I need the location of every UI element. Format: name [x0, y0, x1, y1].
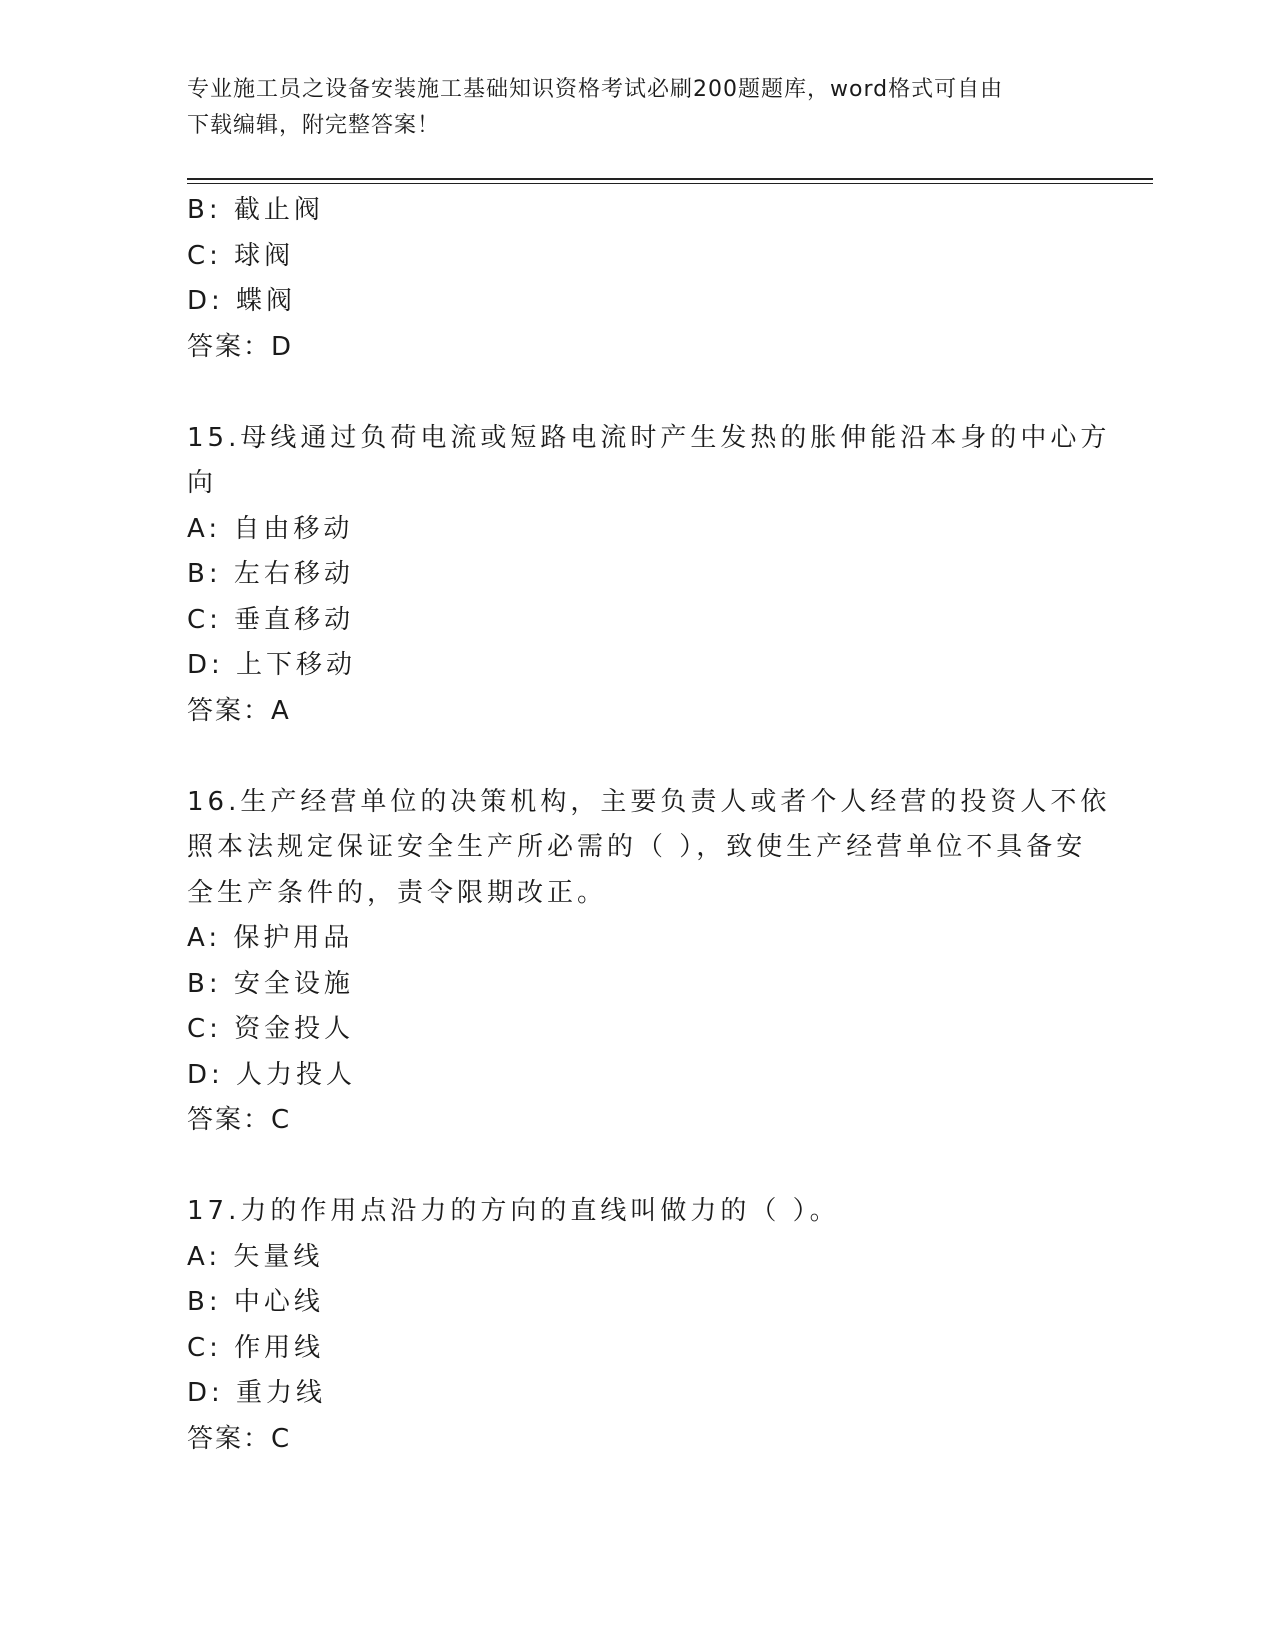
- question-15: [187, 416, 1111, 735]
- answer-label: 答案：C: [187, 1105, 292, 1135]
- question-text-line: 16.生产经营单位的决策机构，主要负责人或者个人经营的投资人不依: [187, 786, 1111, 817]
- question-text-line: 向: [187, 468, 218, 498]
- option-b: B: 左右移动: [187, 559, 354, 589]
- question-text-line: 全生产条件的，责令限期改正。: [187, 877, 608, 908]
- header-title-line-1: 专业施工员之设备安装施工基础知识资格考试必刷200题题库，word格式可自由: [187, 77, 1004, 102]
- option-b: B: 中心线: [187, 1287, 324, 1317]
- option-b: B: 安全设施: [187, 968, 354, 999]
- spacer: [187, 1144, 1087, 1190]
- option-c: C: 资金投人: [187, 1014, 355, 1044]
- question-17: [187, 1189, 1087, 1462]
- document-header: [187, 72, 1067, 144]
- question-text-line: 15.母线通过负荷电流或短路电流时产生发热的胀伸能沿本身的中心方: [187, 422, 1111, 453]
- answer-label: 答案：A: [187, 695, 291, 726]
- option-a: A: 矢量线: [187, 1241, 324, 1272]
- option-d: D: 蝶阀: [187, 286, 297, 316]
- question-text-line: 照本法规定保证安全生产所必需的（ ），致使生产经营单位不具备安: [187, 832, 1087, 862]
- question-text-line: 17.力的作用点沿力的方向的直线叫做力的（ ）。: [187, 1196, 840, 1226]
- spacer: [187, 734, 1087, 780]
- header-title-line-2: 下载编辑，附完整答案！: [187, 113, 441, 138]
- question-list: [187, 188, 1111, 1462]
- option-c: C: 垂直移动: [187, 604, 355, 635]
- option-b: B: 截止阀: [187, 195, 324, 225]
- answer-label: 答案：D: [187, 331, 294, 362]
- spacer: [187, 370, 1087, 416]
- option-a: A: 自由移动: [187, 513, 354, 544]
- option-c: C: 作用线: [187, 1332, 325, 1363]
- answer-label: 答案：C: [187, 1423, 292, 1454]
- header-divider-thick: [187, 178, 1153, 180]
- question-16: [187, 780, 1111, 1144]
- option-d: D: 人力投人: [187, 1059, 357, 1090]
- header-divider-thin: [187, 183, 1153, 184]
- option-d: D: 重力线: [187, 1378, 327, 1408]
- option-c: C: 球阀: [187, 240, 295, 271]
- question-14-continued: [187, 188, 1087, 370]
- option-d: D: 上下移动: [187, 650, 357, 680]
- option-a: A: 保护用品: [187, 923, 354, 953]
